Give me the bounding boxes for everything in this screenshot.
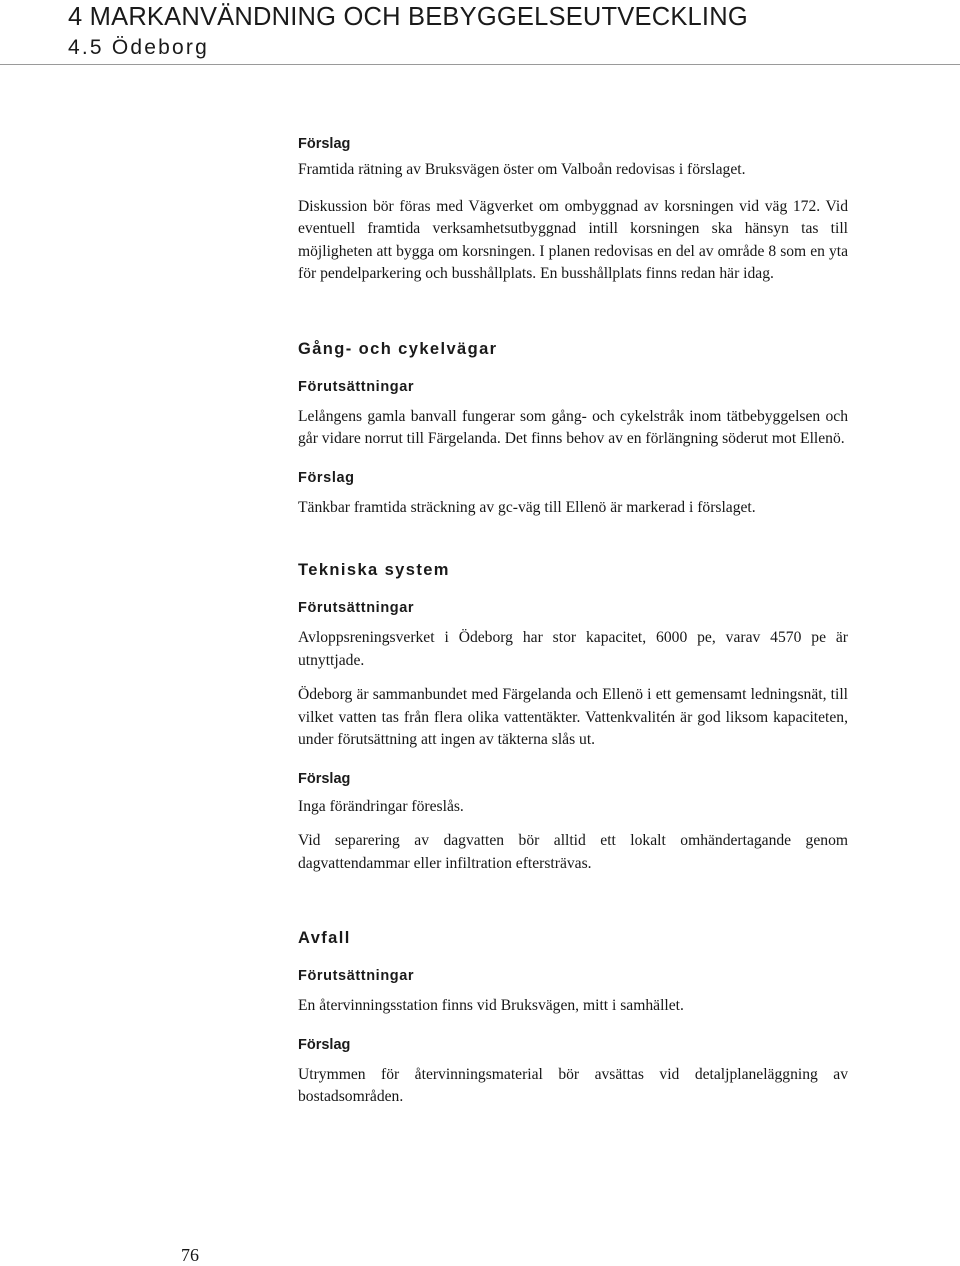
forslag-label: Förslag <box>298 136 351 152</box>
document-body <box>298 133 848 1109</box>
page-header <box>68 2 948 61</box>
forutsattningar-label: Förutsättningar <box>298 600 415 616</box>
forutsattningar-label: Förutsättningar <box>298 378 415 395</box>
tekniska-system-section <box>298 559 848 875</box>
gang-och-cykelvagar-section <box>298 338 848 520</box>
forslag-label: Förslag <box>298 469 355 486</box>
section-title: 4.5 Ödeborg <box>68 36 209 59</box>
intro-section <box>298 133 848 286</box>
paragraph: Vid separering av dagvatten bör alltid ett lokalt omhändertagande genom dagvattendammar eller infiltration eftersträvas. <box>298 832 848 872</box>
chapter-title: 4 MARKANVÄNDNING OCH BEBYGGELSEUTVECKLING <box>68 3 748 31</box>
paragraph: En återvinningsstation finns vid Bruksvägen, mitt i samhället. <box>298 997 684 1014</box>
page-number: 76 <box>181 1245 199 1265</box>
avfall-section <box>298 927 848 1109</box>
paragraph: Avloppsreningsverket i Ödeborg har stor kapacitet, 6000 pe, varav 4570 pe är utnyttjade. <box>298 629 848 669</box>
section-heading: Avfall <box>298 929 351 947</box>
header-divider <box>0 64 960 65</box>
paragraph: Diskussion bör föras med Vägverket om ombyggnad av korsningen vid väg 172. Vid eventuell framtida verksamhetsutbyggnad intill korsningen ska hänsyn tas till möjligheten att bygga om korsningen. I planen redovisas en del av område 8 som en yta för pendelparkering och busshållplats. En busshållplats finns redan här idag. <box>298 197 848 282</box>
section-heading: Tekniska system <box>298 561 450 579</box>
forslag-label: Förslag <box>298 1036 351 1053</box>
paragraph: Ödeborg är sammanbundet med Färgelanda och Ellenö i ett gemensamt ledningsnät, till vilket vatten tas från flera olika vattentäkter. Vattenkvalitén är god liksom kapaciteten, under förutsättning att ingen av täkterna slås ut. <box>298 686 848 748</box>
forslag-label: Förslag <box>298 770 351 787</box>
paragraph: Inga förändringar föreslås. <box>298 797 464 815</box>
paragraph: Utrymmen för återvinningsmaterial bör avsättas vid detaljplaneläggning av bostadsområden. <box>298 1065 848 1105</box>
paragraph: Lelångens gamla banvall fungerar som gång- och cykelstråk inom tätbebyggelsen och går vidare norrut till Färgelanda. Det finns behov av en förlängning söderut mot Ellenö. <box>298 407 848 447</box>
paragraph: Tänkbar framtida sträckning av gc-väg till Ellenö är markerad i förslaget. <box>298 498 756 516</box>
forutsattningar-label: Förutsättningar <box>298 968 415 984</box>
paragraph: Framtida rätning av Bruksvägen öster om Valboån redovisas i förslaget. <box>298 161 746 178</box>
section-heading: Gång- och cykelvägar <box>298 339 498 358</box>
